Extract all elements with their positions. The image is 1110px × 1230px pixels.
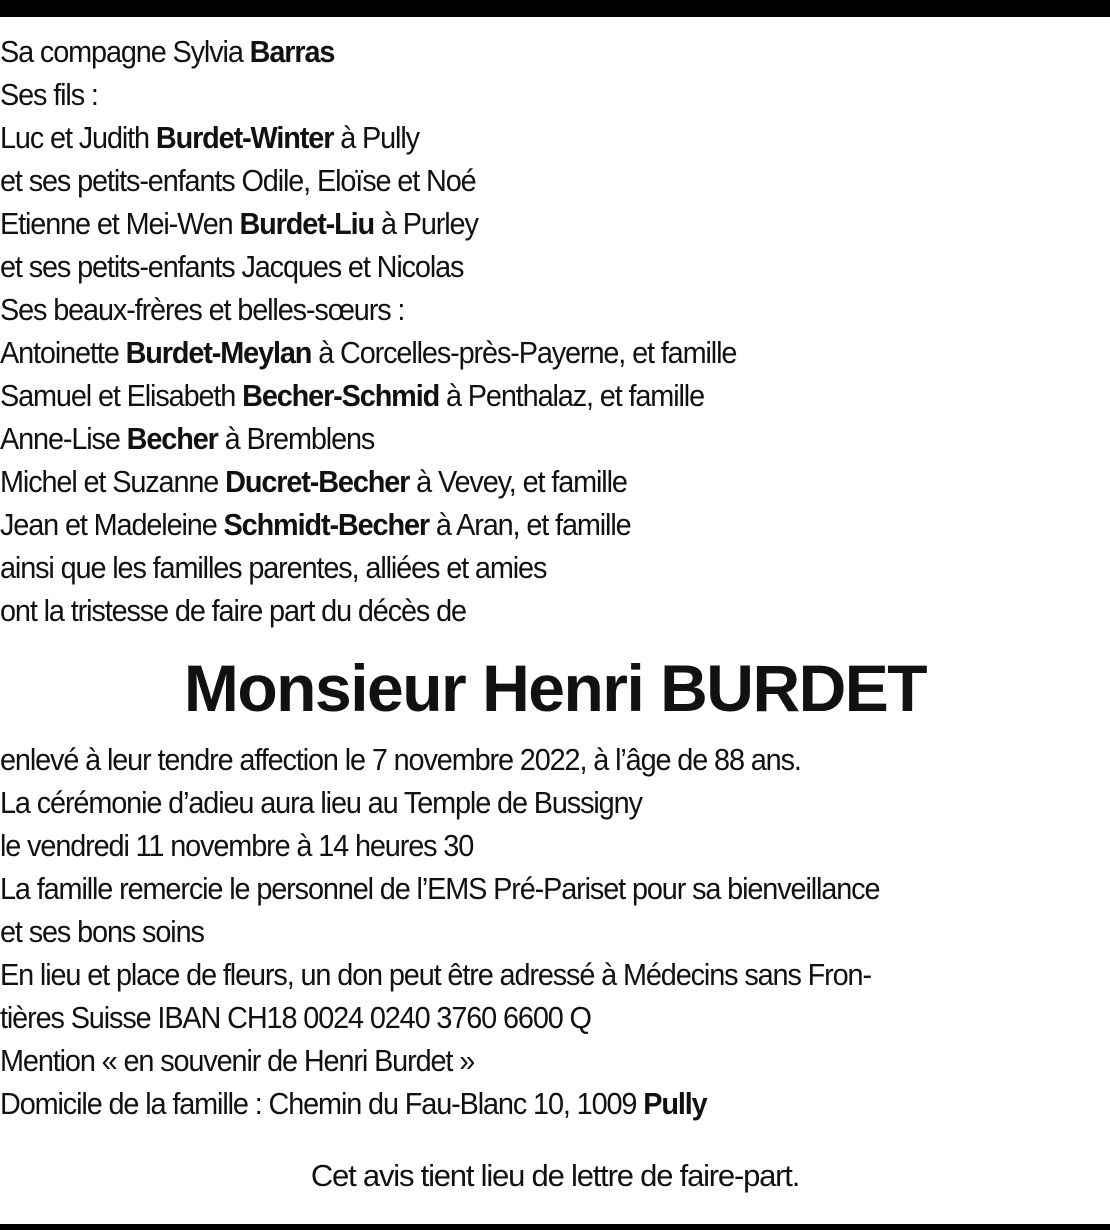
details-line: Mention « en souvenir de Henri Burdet » [0,1043,475,1078]
bottom-rule [0,1224,1110,1230]
family-line: Luc et Judith Burdet-Winter à Pully [0,120,419,155]
family-line: Ses beaux-frères et belles-sœurs : [0,292,405,327]
details-line: tières Suisse IBAN CH18 0024 0240 3760 6600 Q [0,1000,591,1035]
family-line: Ses fils : [0,77,98,112]
family-list [0,30,1110,632]
family-line: Antoinette Burdet-Meylan à Corcelles-près-Payerne, et famille [0,335,737,370]
details-line: En lieu et place de fleurs, un don peut être adressé à Médecins sans Fron- [0,957,871,992]
family-line: ainsi que les familles parentes, alliées et amies [0,550,547,585]
family-line: Jean et Madeleine Schmidt-Becher à Aran, et famille [0,507,631,542]
deceased-name: Monsieur Henri BURDET [183,651,927,725]
details-line: La cérémonie d’adieu aura lieu au Temple de Bussigny [0,785,642,820]
family-line: Etienne et Mei-Wen Burdet-Liu à Purley [0,206,478,241]
family-line: Michel et Suzanne Ducret-Becher à Vevey, et famille [0,464,627,499]
details-line: le vendredi 11 novembre à 14 heures 30 [0,828,474,863]
details-line: enlevé à leur tendre affection le 7 novembre 2022, à l’âge de 88 ans. [0,742,801,777]
top-rule [0,0,1110,17]
details-list [0,738,1110,1125]
details-line: et ses bons soins [0,914,204,949]
family-line: Anne-Lise Becher à Bremblens [0,421,375,456]
closing-note: Cet avis tient lieu de lettre de faire-part. [310,1158,800,1193]
details-line: La famille remercie le personnel de l’EMS Pré-Pariset pour sa bienveillance [0,871,880,906]
family-line: et ses petits-enfants Jacques et Nicolas [0,249,464,284]
family-line: ont la tristesse de faire part du décès de [0,593,466,628]
family-line: Sa compagne Sylvia Barras [0,34,335,69]
details-line: Domicile de la famille : Chemin du Fau-Blanc 10, 1009 Pully [0,1086,707,1121]
family-line: Samuel et Elisabeth Becher-Schmid à Penthalaz, et famille [0,378,704,413]
family-line: et ses petits-enfants Odile, Eloïse et Noé [0,163,476,198]
